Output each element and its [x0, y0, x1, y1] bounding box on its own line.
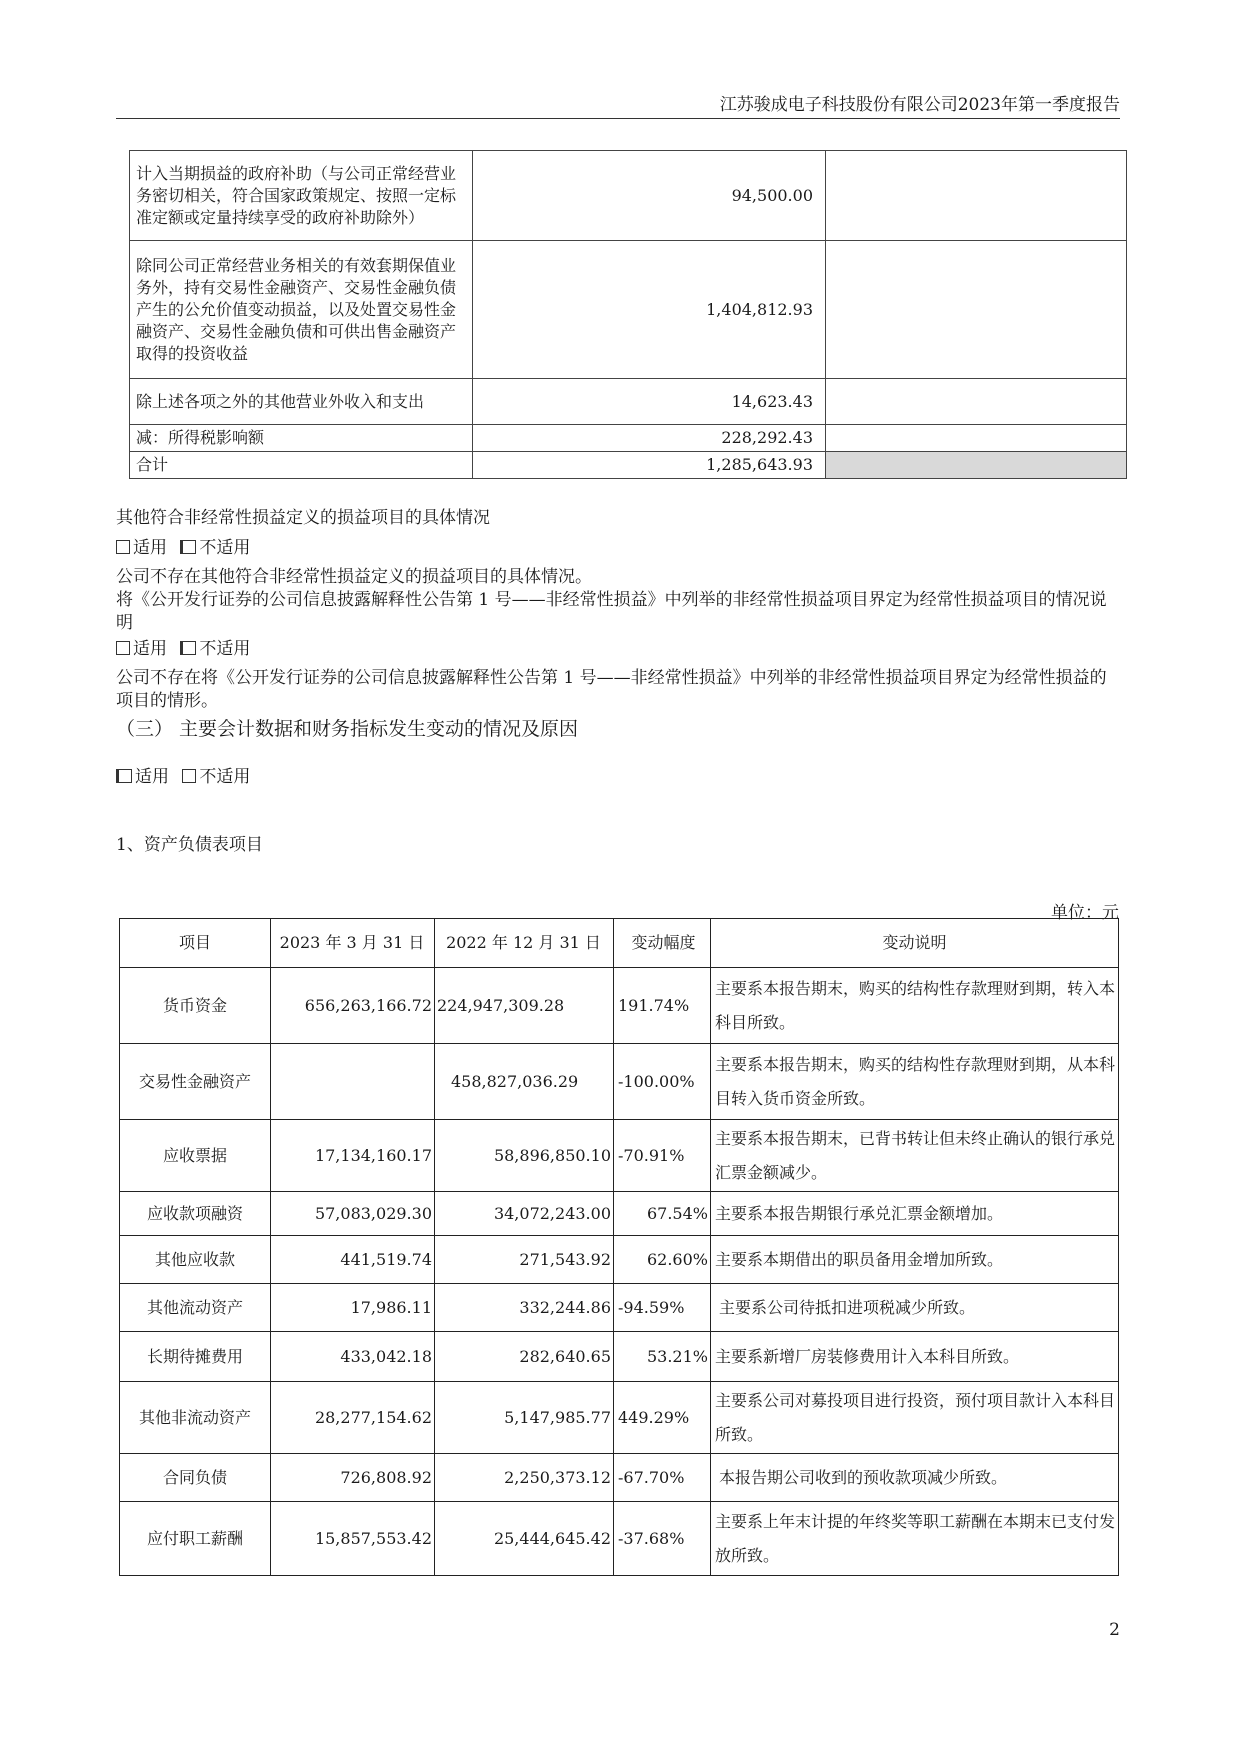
item-cell: 合计	[130, 452, 473, 479]
checked-box-icon	[180, 540, 196, 554]
note-cell	[826, 452, 1127, 479]
item-cell: 其他应收款	[120, 1236, 271, 1284]
applicability-line: 适用 不适用	[116, 638, 1120, 661]
change-cell: -67.70%	[614, 1454, 711, 1502]
balance-sheet-table	[119, 918, 1119, 1576]
unit-label: 单位：元	[1051, 903, 1119, 923]
current-value-cell: 433,042.18	[271, 1332, 435, 1382]
table-row	[120, 968, 1119, 1044]
checked-box-icon	[116, 769, 132, 783]
current-value-cell: 28,277,154.62	[271, 1382, 435, 1454]
subsection-title: 1、资产负债表项目	[116, 835, 263, 855]
description-cell: 主要系公司对募投项目进行投资，预付项目款计入本科目所致。	[711, 1382, 1119, 1454]
checked-box-icon	[180, 641, 196, 655]
change-cell: -37.68%	[614, 1502, 711, 1576]
current-value-cell: 57,083,029.30	[271, 1192, 435, 1236]
nonrecurring-items-table	[129, 150, 1127, 479]
item-cell: 除上述各项之外的其他营业外收入和支出	[130, 379, 473, 425]
table-row	[120, 1502, 1119, 1576]
page-number: 2	[1109, 1620, 1120, 1640]
table-row	[120, 1382, 1119, 1454]
description-cell: 主要系公司待抵扣进项税减少所致。	[711, 1284, 1119, 1332]
description-cell: 主要系本报告期末，购买的结构性存款理财到期，转入本科目所致。	[711, 968, 1119, 1044]
note-cell	[826, 151, 1127, 241]
current-value-cell: 17,134,160.17	[271, 1120, 435, 1192]
current-value-cell	[271, 1044, 435, 1120]
applicability-line: 适用 不适用	[116, 537, 1120, 560]
prior-value-cell: 25,444,645.42	[435, 1502, 614, 1576]
description-cell: 主要系新增厂房装修费用计入本科目所致。	[711, 1332, 1119, 1382]
item-cell: 合同负债	[120, 1454, 271, 1502]
current-value-cell: 441,519.74	[271, 1236, 435, 1284]
description-cell: 主要系上年末计提的年终奖等职工薪酬在本期末已支付发放所致。	[711, 1502, 1119, 1576]
change-cell: -70.91%	[614, 1120, 711, 1192]
prior-value-cell: 58,896,850.10	[435, 1120, 614, 1192]
prior-value-cell: 282,640.65	[435, 1332, 614, 1382]
current-value-cell: 17,986.11	[271, 1284, 435, 1332]
checkbox-icon	[116, 540, 130, 554]
current-value-cell: 15,857,553.42	[271, 1502, 435, 1576]
item-cell: 交易性金融资产	[120, 1044, 271, 1120]
checkbox-icon	[182, 769, 196, 783]
note-cell	[826, 379, 1127, 425]
column-header: 变动幅度	[614, 919, 711, 968]
table-row	[120, 1044, 1119, 1120]
table-row	[130, 425, 1127, 452]
other-definition-heading: 其他符合非经常性损益定义的损益项目的具体情况	[116, 508, 490, 528]
table-row	[120, 1192, 1119, 1236]
reclass-statement: 公司不存在将《公开发行证券的公司信息披露解释性公告第 1 号——非经常性损益》中列举的非经常性损益项目界定为经常性损益的项目的情形。	[116, 668, 1107, 711]
current-value-cell: 656,263,166.72	[271, 968, 435, 1044]
change-cell: 67.54%	[614, 1192, 711, 1236]
reclass-heading: 将《公开发行证券的公司信息披露解释性公告第 1 号——非经常性损益》中列举的非经常性损益项目界定为经常性损益项目的情况说明	[116, 590, 1107, 633]
table-row	[120, 1284, 1119, 1332]
description-cell: 主要系本期借出的职员备用金增加所致。	[711, 1236, 1119, 1284]
column-header: 2022 年 12 月 31 日	[435, 919, 614, 968]
item-cell: 应收款项融资	[120, 1192, 271, 1236]
note-cell	[826, 241, 1127, 379]
table-row	[130, 241, 1127, 379]
column-header: 项目	[120, 919, 271, 968]
item-cell: 除同公司正常经营业务相关的有效套期保值业务外，持有交易性金融资产、交易性金融负债产生的公允价值变动损益，以及处置交易性金融资产、交易性金融负债和可供出售金融资产取得的投资收益	[130, 241, 473, 379]
table-row	[120, 1454, 1119, 1502]
applicability-line: 适用 不适用	[116, 766, 1120, 789]
description-cell: 本报告期公司收到的预收款项减少所致。	[711, 1454, 1119, 1502]
item-cell: 货币资金	[120, 968, 271, 1044]
item-cell: 长期待摊费用	[120, 1332, 271, 1382]
current-value-cell: 726,808.92	[271, 1454, 435, 1502]
page-header	[116, 88, 1120, 119]
amount-cell: 1,404,812.93	[473, 241, 826, 379]
prior-value-cell: 5,147,985.77	[435, 1382, 614, 1454]
table-header-row	[120, 919, 1119, 968]
prior-value-cell: 2,250,373.12	[435, 1454, 614, 1502]
note-cell	[826, 425, 1127, 452]
item-cell: 应付职工薪酬	[120, 1502, 271, 1576]
prior-value-cell: 458,827,036.29	[435, 1044, 614, 1120]
total-row	[130, 452, 1127, 479]
report-title: 江苏骏成电子科技股份有限公司2023年第一季度报告	[719, 95, 1120, 115]
description-cell: 主要系本报告期银行承兑汇票金额增加。	[711, 1192, 1119, 1236]
item-cell: 计入当期损益的政府补助（与公司正常经营业务密切相关，符合国家政策规定、按照一定标准定额或定量持续享受的政府补助除外）	[130, 151, 473, 241]
change-cell: -94.59%	[614, 1284, 711, 1332]
column-header: 变动说明	[711, 919, 1119, 968]
table-row	[120, 1236, 1119, 1284]
prior-value-cell: 332,244.86	[435, 1284, 614, 1332]
item-cell: 减：所得税影响额	[130, 425, 473, 452]
section-title: （三） 主要会计数据和财务指标发生变动的情况及原因	[116, 718, 579, 740]
change-cell: 449.29%	[614, 1382, 711, 1454]
table-row	[120, 1332, 1119, 1382]
prior-value-cell: 34,072,243.00	[435, 1192, 614, 1236]
checkbox-icon	[116, 641, 130, 655]
item-cell: 其他非流动资产	[120, 1382, 271, 1454]
amount-cell: 1,285,643.93	[473, 452, 826, 479]
table-row	[130, 151, 1127, 241]
column-header: 2023 年 3 月 31 日	[271, 919, 435, 968]
table-row	[120, 1120, 1119, 1192]
item-cell: 其他流动资产	[120, 1284, 271, 1332]
item-cell: 应收票据	[120, 1120, 271, 1192]
description-cell: 主要系本报告期末，购买的结构性存款理财到期，从本科目转入货币资金所致。	[711, 1044, 1119, 1120]
amount-cell: 14,623.43	[473, 379, 826, 425]
prior-value-cell: 224,947,309.28	[435, 968, 614, 1044]
change-cell: 62.60%	[614, 1236, 711, 1284]
amount-cell: 94,500.00	[473, 151, 826, 241]
change-cell: -100.00%	[614, 1044, 711, 1120]
amount-cell: 228,292.43	[473, 425, 826, 452]
description-cell: 主要系本报告期末，已背书转让但未终止确认的银行承兑汇票金额减少。	[711, 1120, 1119, 1192]
table-row	[130, 379, 1127, 425]
change-cell: 53.21%	[614, 1332, 711, 1382]
other-definition-statement: 公司不存在其他符合非经常性损益定义的损益项目的具体情况。	[116, 567, 592, 587]
prior-value-cell: 271,543.92	[435, 1236, 614, 1284]
change-cell: 191.74%	[614, 968, 711, 1044]
